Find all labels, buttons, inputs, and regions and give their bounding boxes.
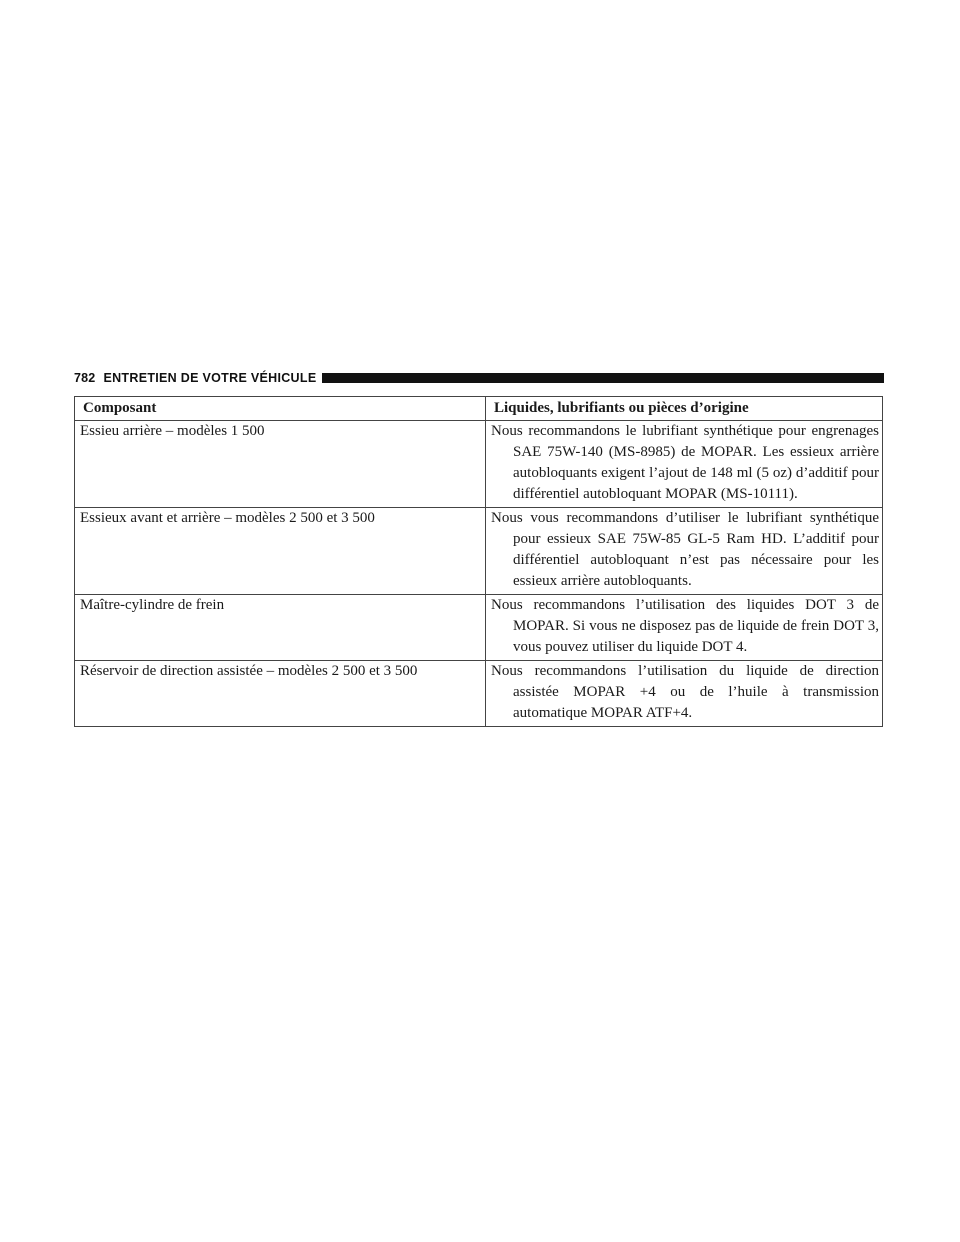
column-header-component: Composant	[75, 397, 486, 421]
table-row	[75, 661, 883, 727]
fluid-text: Nous recommandons l’utilisation des liquides DOT 3 de MOPAR. Si vous ne disposez pas de liquide de frein DOT 3, vous pouvez utiliser du liquide DOT 4.	[491, 597, 879, 655]
column-header-fluids: Liquides, lubrifiants ou pièces d’origine	[486, 397, 883, 421]
section-title: ENTRETIEN DE VOTRE VÉHICULE	[103, 371, 317, 385]
component-cell: Essieux avant et arrière – modèles 2 500 et 3 500	[75, 508, 486, 595]
fluid-cell	[486, 421, 883, 508]
fluid-cell	[486, 661, 883, 727]
fluid-text: Nous vous recommandons d’utiliser le lubrifiant synthétique pour essieux SAE 75W-85 GL-5 Ram HD. L’additif pour différentiel autobloquant n’est pas nécessaire pour les essieux arrière autobloquants.	[491, 510, 879, 589]
page-header	[74, 369, 884, 387]
fluids-table	[74, 396, 883, 727]
table-row	[75, 595, 883, 661]
page-number: 782	[74, 371, 96, 385]
table-row	[75, 508, 883, 595]
fluid-text: Nous recommandons le lubrifiant synthétique pour engrenages SAE 75W-140 (MS-8985) de MOPAR. Les essieux arrière autobloquants exigent l’ajout de 148 ml (5 oz) d’additif pour différentiel autobloquant MOPAR (MS-10111).	[491, 423, 879, 502]
fluid-text: Nous recommandons l’utilisation du liquide de direction assistée MOPAR +4 ou de l’huile à transmission automatique MOPAR ATF+4.	[491, 663, 879, 721]
fluid-cell	[486, 595, 883, 661]
component-cell: Réservoir de direction assistée – modèles 2 500 et 3 500	[75, 661, 486, 727]
fluid-cell	[486, 508, 883, 595]
table-row	[75, 421, 883, 508]
component-cell: Essieu arrière – modèles 1 500	[75, 421, 486, 508]
table-header-row	[75, 397, 883, 421]
header-rule	[322, 373, 884, 383]
component-cell: Maître-cylindre de frein	[75, 595, 486, 661]
